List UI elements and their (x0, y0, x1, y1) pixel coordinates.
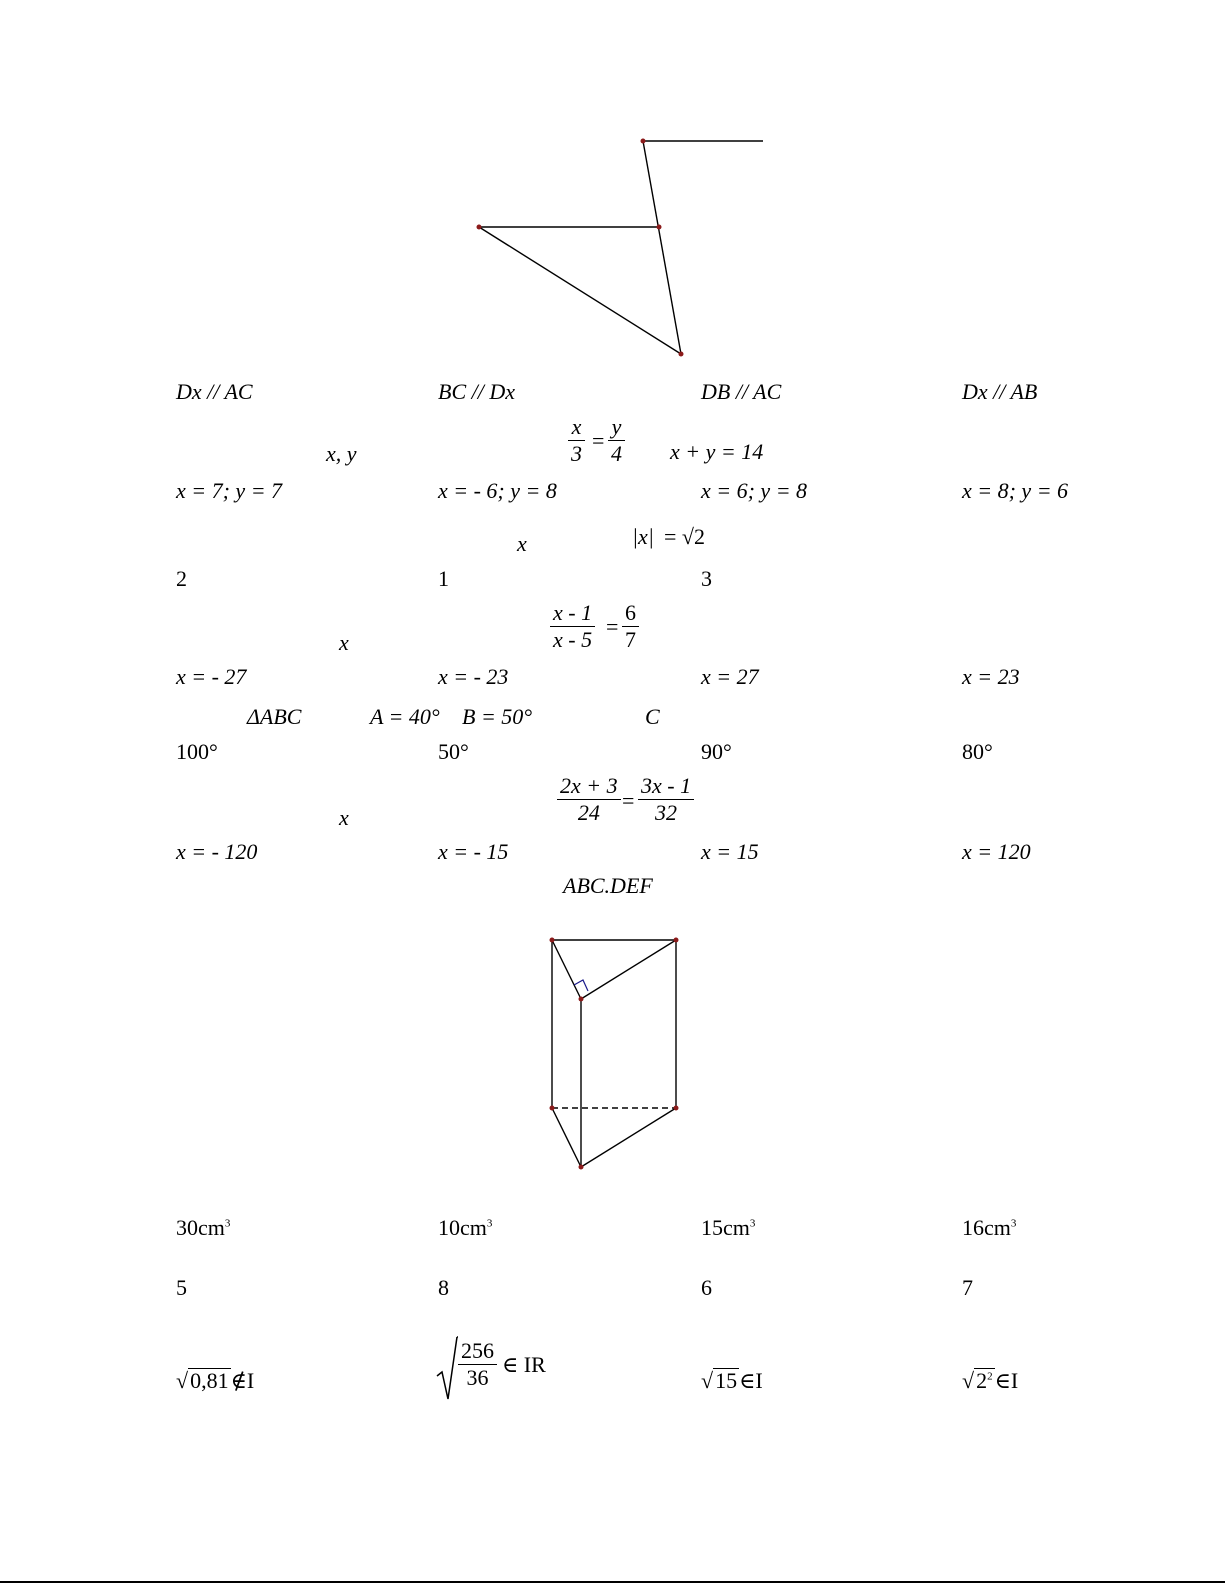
q8-option-d: 7 (962, 1275, 973, 1300)
q2-ratio-left-den: 3 (571, 441, 582, 466)
q6-frac-left-num: 2x + 3 (560, 773, 618, 798)
q2-option-a: x = 7; y = 7 (176, 478, 283, 503)
q6-option-b: x = - 15 (438, 839, 509, 864)
q2-ratio-eq: = (592, 428, 605, 453)
q2-option-c: x = 6; y = 8 (701, 478, 808, 503)
q4-frac-left (550, 600, 595, 653)
q5-option-a: 100° (176, 739, 218, 764)
q5-angle-b: B = 50° (462, 704, 533, 729)
q4-frac-right-num: 6 (625, 600, 636, 625)
point-bottom (679, 352, 684, 357)
q5-option-d: 80° (962, 739, 993, 764)
q9-b-num: 256 (461, 1338, 494, 1363)
q5-triangle: ΔABC (247, 704, 302, 729)
q4-frac-left-den: x - 5 (553, 627, 593, 652)
q7-option-a: $30cm^3$ (176, 1215, 231, 1240)
q6-frac-left-den: 24 (577, 800, 600, 825)
q4-option-d: x = 23 (962, 664, 1020, 689)
q6-frac-eq: = (622, 788, 635, 813)
q9-option-d: $√2^2\in I$ (962, 1368, 1019, 1393)
q5-angle-a: A = 40° (370, 704, 440, 729)
q8-option-c: 6 (701, 1275, 712, 1300)
q9-option-c: √15∈I (701, 1368, 763, 1393)
q7-option-c: $15cm^3$ (701, 1215, 756, 1240)
q8-option-a: 5 (176, 1275, 187, 1300)
q2-ratio-right (608, 414, 625, 467)
q1-option-d: Dx // AB (962, 379, 1038, 404)
q7-prism-label: ABC.DEF (563, 873, 653, 898)
q3-option-c: 3 (701, 566, 712, 591)
q1-option-a: Dx // AC (176, 379, 253, 404)
q7-option-d: $16cm^3$ (962, 1215, 1017, 1240)
q3-option-b: 1 (438, 566, 449, 591)
q6-var: x (339, 805, 349, 830)
q5-option-b: 50° (438, 739, 469, 764)
q6-frac-right-den: 32 (655, 800, 678, 825)
segment-diagonal (479, 227, 681, 354)
q2-ratio-right-num: y (611, 414, 622, 439)
sqrt-icon (436, 1336, 458, 1402)
q9-b-rel: ∈ IR (502, 1352, 546, 1377)
q3-var: x (517, 531, 527, 556)
point-left (477, 225, 482, 230)
q2-ratio-left-num: x (571, 414, 582, 439)
q2-ratio-left (568, 414, 585, 467)
segment-right (643, 141, 681, 354)
figure-prism (0, 900, 1225, 1180)
q6-frac-right-num: 3x - 1 (641, 773, 692, 798)
q4-option-c: x = 27 (701, 664, 759, 689)
q4-frac-right (622, 600, 639, 653)
q4-var: x (339, 630, 349, 655)
q2-option-b: x = - 6; y = 8 (438, 478, 557, 503)
q5-option-c: 90° (701, 739, 732, 764)
q6-frac-right (638, 773, 694, 826)
q9-option-a: √0,81∉I (176, 1368, 255, 1393)
q7-option-b: $10cm^3$ (438, 1215, 493, 1240)
figure-lines (0, 0, 1225, 380)
q4-option-a: x = - 27 (176, 664, 247, 689)
q6-option-a: x = - 120 (176, 839, 258, 864)
q2-option-d: x = 8; y = 6 (962, 478, 1069, 503)
q2-sum: x + y = 14 (670, 439, 764, 464)
q1-option-c: DB // AC (701, 379, 782, 404)
q5-angle-c: C (645, 704, 660, 729)
point-mid (657, 225, 662, 230)
q2-vars: x, y (326, 441, 357, 466)
q3-rhs: = √2 (664, 524, 705, 549)
q4-frac-eq: = (606, 614, 619, 639)
q3-option-a: 2 (176, 566, 187, 591)
q9-b-den: 36 (466, 1365, 489, 1390)
q3-abs: |x| (632, 524, 654, 549)
q6-option-d: x = 120 (962, 839, 1031, 864)
page-bottom-rule (0, 1581, 1225, 1583)
q8-option-b: 8 (438, 1275, 449, 1300)
q6-frac-left (557, 773, 621, 826)
point-top (641, 139, 646, 144)
q4-frac-right-den: 7 (625, 627, 636, 652)
q4-option-b: x = - 23 (438, 664, 509, 689)
q2-ratio-right-den: 4 (611, 441, 622, 466)
q6-option-c: x = 15 (701, 839, 759, 864)
q1-option-b: BC // Dx (438, 379, 515, 404)
q4-frac-left-num: x - 1 (553, 600, 593, 625)
